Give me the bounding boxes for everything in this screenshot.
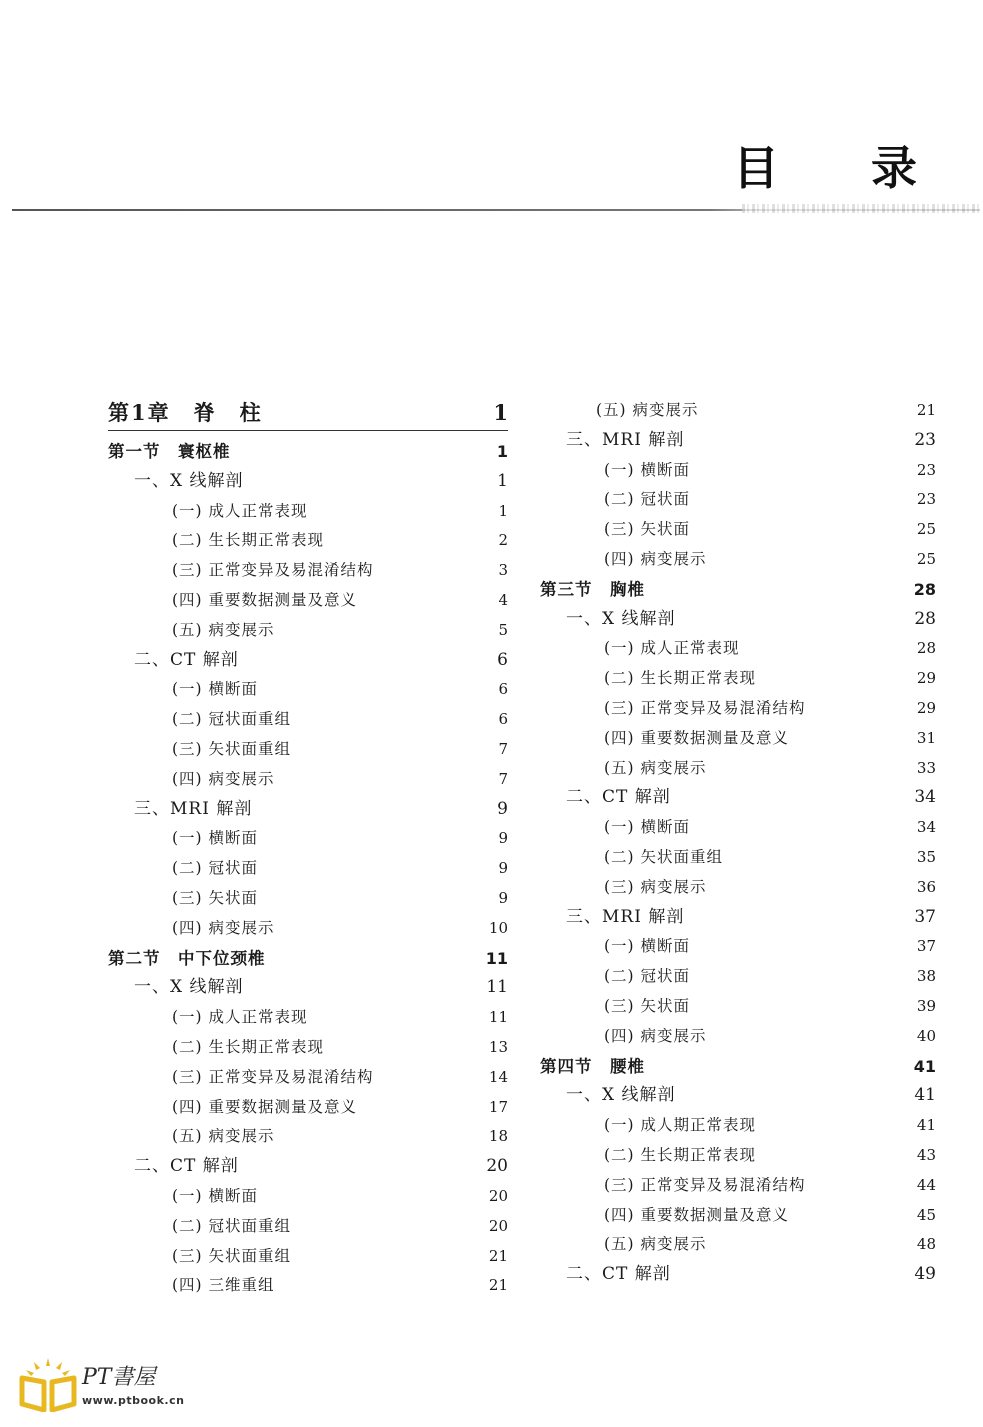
toc-page-number: 45 bbox=[916, 1205, 936, 1224]
toc-item-row bbox=[108, 526, 508, 556]
toc-entry-label: (二) 生长期正常表现 bbox=[604, 1145, 757, 1164]
toc-item-row bbox=[108, 1063, 508, 1093]
watermark-url: www.ptbook.cn bbox=[82, 1394, 185, 1407]
toc-entry-label: (一) 横断面 bbox=[604, 937, 691, 956]
toc-page-number: 28 bbox=[914, 608, 936, 629]
toc-page-number: 49 bbox=[914, 1264, 936, 1285]
header-rule-noise bbox=[742, 204, 982, 213]
toc-page-number: 9 bbox=[498, 888, 508, 907]
toc-item-row bbox=[540, 634, 936, 664]
toc-sub-row bbox=[108, 646, 508, 676]
toc-item-row bbox=[540, 694, 936, 724]
toc-page-number: 11 bbox=[488, 1008, 508, 1027]
toc-sub-row bbox=[108, 795, 508, 825]
toc-item-row bbox=[108, 824, 508, 854]
toc-entry-label: (五) 病变展示 bbox=[604, 1235, 707, 1254]
toc-page-number: 13 bbox=[488, 1037, 508, 1056]
toc-column-left bbox=[108, 396, 508, 1301]
toc-entry-label: (二) 生长期正常表现 bbox=[172, 531, 325, 550]
toc-entry-label: (四) 三维重组 bbox=[172, 1276, 275, 1295]
toc-entry-label: (五) 病变展示 bbox=[172, 1127, 275, 1146]
toc-entry-label: 三、MRI 解剖 bbox=[566, 906, 685, 927]
toc-page-number: 48 bbox=[916, 1235, 936, 1254]
toc-page-number: 4 bbox=[498, 590, 508, 609]
toc-page-number: 23 bbox=[914, 429, 936, 450]
toc-item-row bbox=[540, 962, 936, 992]
toc-entry-label: 三、MRI 解剖 bbox=[566, 429, 685, 450]
toc-entry-label: (一) 成人正常表现 bbox=[604, 639, 740, 658]
toc-item-row bbox=[540, 1230, 936, 1260]
toc-sub-row bbox=[540, 903, 936, 933]
toc-page-number: 38 bbox=[916, 967, 936, 986]
toc-entry-label: (二) 矢状面重组 bbox=[604, 847, 724, 866]
toc-section-row bbox=[108, 944, 508, 974]
toc-item-row bbox=[108, 735, 508, 765]
toc-page-number: 7 bbox=[498, 739, 508, 758]
toc-entry-label: 第四节 腰椎 bbox=[540, 1056, 645, 1076]
toc-entry-label: (三) 矢状面 bbox=[172, 888, 259, 907]
toc-item-row bbox=[108, 705, 508, 735]
toc-entry-label: (五) 病变展示 bbox=[172, 620, 275, 639]
toc-page-number: 11 bbox=[486, 977, 508, 998]
toc-entry-label: 第1章 脊 柱 bbox=[108, 400, 263, 425]
toc-entry-label: (四) 病变展示 bbox=[172, 918, 275, 937]
toc-item-row bbox=[108, 586, 508, 616]
toc-item-row bbox=[540, 1201, 936, 1231]
toc-page-number: 37 bbox=[914, 906, 936, 927]
toc-item-row bbox=[108, 1212, 508, 1242]
toc-item-row bbox=[540, 1141, 936, 1171]
toc-page-number: 33 bbox=[916, 758, 936, 777]
toc-item-row bbox=[540, 1111, 936, 1141]
watermark-name: PT書屋 bbox=[82, 1365, 156, 1390]
toc-page-number: 1 bbox=[496, 442, 508, 461]
toc-entry-label: 二、CT 解剖 bbox=[134, 1156, 239, 1177]
toc-chapter-row bbox=[108, 396, 508, 431]
toc-item-row bbox=[108, 854, 508, 884]
toc-page-number: 3 bbox=[498, 561, 508, 580]
toc-item-row bbox=[540, 813, 936, 843]
toc-item-row bbox=[540, 515, 936, 545]
toc-item-row bbox=[540, 485, 936, 515]
toc-entry-label: (四) 病变展示 bbox=[172, 769, 275, 788]
toc-page-number: 23 bbox=[916, 490, 936, 509]
toc-item-row bbox=[108, 1271, 508, 1301]
toc-sub-row bbox=[540, 1260, 936, 1290]
toc-page-number: 34 bbox=[916, 818, 936, 837]
toc-entry-label: 一、X 线解剖 bbox=[134, 977, 244, 998]
toc-page-number: 9 bbox=[498, 859, 508, 878]
toc-entry-label: (二) 冠状面 bbox=[172, 859, 259, 878]
toc-entry-label: (一) 横断面 bbox=[604, 818, 691, 837]
toc-column-right bbox=[540, 396, 936, 1290]
toc-item-row bbox=[108, 497, 508, 527]
toc-page-number: 1 bbox=[498, 501, 508, 520]
toc-page-number: 6 bbox=[497, 649, 508, 670]
toc-item-row bbox=[540, 724, 936, 754]
toc-page-number: 29 bbox=[916, 669, 936, 688]
toc-entry-label: 二、CT 解剖 bbox=[566, 1264, 671, 1285]
toc-page-number: 37 bbox=[916, 937, 936, 956]
toc-page-number: 43 bbox=[916, 1145, 936, 1164]
toc-entry-label: 一、X 线解剖 bbox=[134, 470, 244, 491]
toc-entry-label: 第三节 胸椎 bbox=[540, 579, 645, 599]
toc-page-number: 6 bbox=[498, 680, 508, 699]
toc-entry-label: 第一节 寰枢椎 bbox=[108, 442, 231, 461]
toc-item-row bbox=[540, 754, 936, 784]
toc-entry-label: (三) 矢状面 bbox=[604, 996, 691, 1015]
toc-page-number: 44 bbox=[916, 1175, 936, 1194]
toc-page-number: 25 bbox=[916, 549, 936, 568]
toc-page-number: 18 bbox=[488, 1127, 508, 1146]
toc-entry-label: (一) 横断面 bbox=[172, 1186, 259, 1205]
page-title: 目 录 bbox=[732, 141, 955, 195]
toc-item-row bbox=[108, 1093, 508, 1123]
toc-entry-label: 二、CT 解剖 bbox=[134, 649, 239, 670]
toc-page-number: 9 bbox=[497, 798, 508, 819]
toc-page-number: 9 bbox=[498, 829, 508, 848]
toc-page-number: 35 bbox=[916, 847, 936, 866]
toc-sub-row bbox=[540, 426, 936, 456]
toc-item-row bbox=[108, 1003, 508, 1033]
toc-section-row bbox=[540, 575, 936, 605]
toc-page-number: 31 bbox=[916, 728, 936, 747]
toc-entry-label: (一) 横断面 bbox=[172, 680, 259, 699]
toc-page-number: 2 bbox=[498, 531, 508, 550]
toc-entry-label: (三) 矢状面重组 bbox=[172, 739, 292, 758]
toc-page-number: 5 bbox=[498, 620, 508, 639]
toc-sub-row bbox=[108, 467, 508, 497]
toc-item-row bbox=[108, 1182, 508, 1212]
toc-page-number: 6 bbox=[498, 710, 508, 729]
toc-page-number: 20 bbox=[488, 1216, 508, 1235]
toc-item-row bbox=[540, 1022, 936, 1052]
toc-item-row bbox=[540, 456, 936, 486]
toc-page-number: 41 bbox=[916, 1116, 936, 1135]
toc-page-number: 7 bbox=[498, 769, 508, 788]
toc-page-number: 17 bbox=[488, 1097, 508, 1116]
toc-sub-row bbox=[108, 973, 508, 1003]
toc-entry-label: (四) 重要数据测量及意义 bbox=[172, 1097, 358, 1116]
toc-entry-label: (二) 冠状面重组 bbox=[172, 710, 292, 729]
toc-entry-label: (一) 成人期正常表现 bbox=[604, 1116, 757, 1135]
toc-entry-label: (五) 病变展示 bbox=[596, 401, 699, 419]
toc-sub-row bbox=[540, 783, 936, 813]
toc-sub-row bbox=[540, 1081, 936, 1111]
toc-page-number: 1 bbox=[493, 400, 508, 425]
toc-entry-label: 一、X 线解剖 bbox=[566, 1085, 676, 1106]
toc-entry-label: (二) 冠状面 bbox=[604, 967, 691, 986]
toc-entry-label: 三、MRI 解剖 bbox=[134, 798, 253, 819]
toc-page-number: 41 bbox=[914, 1085, 936, 1106]
toc-entry-label: (三) 正常变异及易混淆结构 bbox=[604, 698, 806, 717]
toc-page-number: 20 bbox=[486, 1156, 508, 1177]
toc-page-number: 34 bbox=[914, 787, 936, 808]
toc-page-number: 25 bbox=[916, 520, 936, 539]
toc-page-number: 21 bbox=[488, 1246, 508, 1265]
toc-entry-label: (二) 生长期正常表现 bbox=[604, 669, 757, 688]
toc-item-row bbox=[108, 1242, 508, 1272]
toc-entry-label: (一) 成人正常表现 bbox=[172, 1008, 308, 1027]
toc-page-number: 14 bbox=[488, 1067, 508, 1086]
toc-page-number: 28 bbox=[913, 579, 936, 599]
toc-section-row bbox=[540, 1052, 936, 1082]
toc-entry-label: (三) 正常变异及易混淆结构 bbox=[172, 561, 374, 580]
toc-section-row bbox=[108, 437, 508, 467]
toc-page-number: 40 bbox=[916, 1026, 936, 1045]
toc-entry-label: (三) 矢状面重组 bbox=[172, 1246, 292, 1265]
toc-item-row bbox=[108, 675, 508, 705]
toc-page-number: 21 bbox=[916, 401, 936, 419]
toc-entry-label: 二、CT 解剖 bbox=[566, 787, 671, 808]
toc-entry-label: (三) 矢状面 bbox=[604, 520, 691, 539]
toc-entry-label: (四) 病变展示 bbox=[604, 549, 707, 568]
toc-page-number: 11 bbox=[485, 948, 508, 968]
toc-item-row bbox=[540, 992, 936, 1022]
toc-item-row bbox=[108, 765, 508, 795]
toc-entry-label: (二) 生长期正常表现 bbox=[172, 1037, 325, 1056]
toc-page-number: 39 bbox=[916, 996, 936, 1015]
toc-entry-label: (四) 重要数据测量及意义 bbox=[604, 1205, 790, 1224]
toc-item-row bbox=[540, 932, 936, 962]
toc-entry-label: (四) 重要数据测量及意义 bbox=[604, 728, 790, 747]
toc-item-row bbox=[540, 664, 936, 694]
toc-entry-label: (二) 冠状面重组 bbox=[172, 1216, 292, 1235]
toc-entry-label: (一) 横断面 bbox=[172, 829, 259, 848]
toc-entry-label: (一) 横断面 bbox=[604, 460, 691, 479]
toc-entry-label: (四) 重要数据测量及意义 bbox=[172, 590, 358, 609]
toc-item-row bbox=[540, 545, 936, 575]
toc-page-number: 29 bbox=[916, 698, 936, 717]
toc-item-row bbox=[540, 873, 936, 903]
toc-entry-label: (三) 正常变异及易混淆结构 bbox=[172, 1067, 374, 1086]
toc-page-number: 36 bbox=[916, 877, 936, 896]
toc-entry-label: (一) 成人正常表现 bbox=[172, 501, 308, 520]
toc-page-number: 41 bbox=[913, 1056, 936, 1076]
toc-page-number: 23 bbox=[916, 460, 936, 479]
toc-page-number: 10 bbox=[488, 918, 508, 937]
toc-item-row bbox=[540, 843, 936, 873]
toc-page-number: 28 bbox=[916, 639, 936, 658]
toc-page-number: 21 bbox=[488, 1276, 508, 1295]
toc-item-row bbox=[540, 396, 936, 426]
toc-item-row bbox=[108, 1122, 508, 1152]
toc-entry-label: 一、X 线解剖 bbox=[566, 608, 676, 629]
toc-page-number: 20 bbox=[488, 1186, 508, 1205]
toc-entry-label: (二) 冠状面 bbox=[604, 490, 691, 509]
toc-item-row bbox=[108, 616, 508, 646]
toc-entry-label: (三) 正常变异及易混淆结构 bbox=[604, 1175, 806, 1194]
toc-sub-row bbox=[108, 1152, 508, 1182]
toc-entry-label: (五) 病变展示 bbox=[604, 758, 707, 777]
toc-sub-row bbox=[540, 605, 936, 635]
toc-entry-label: 第二节 中下位颈椎 bbox=[108, 948, 266, 968]
toc-item-row bbox=[108, 884, 508, 914]
toc-item-row bbox=[108, 914, 508, 944]
toc-entry-label: (三) 病变展示 bbox=[604, 877, 707, 896]
toc-entry-label: (四) 病变展示 bbox=[604, 1026, 707, 1045]
toc-page-number: 1 bbox=[497, 470, 508, 491]
toc-item-row bbox=[108, 1033, 508, 1063]
toc-item-row bbox=[540, 1171, 936, 1201]
toc-item-row bbox=[108, 556, 508, 586]
